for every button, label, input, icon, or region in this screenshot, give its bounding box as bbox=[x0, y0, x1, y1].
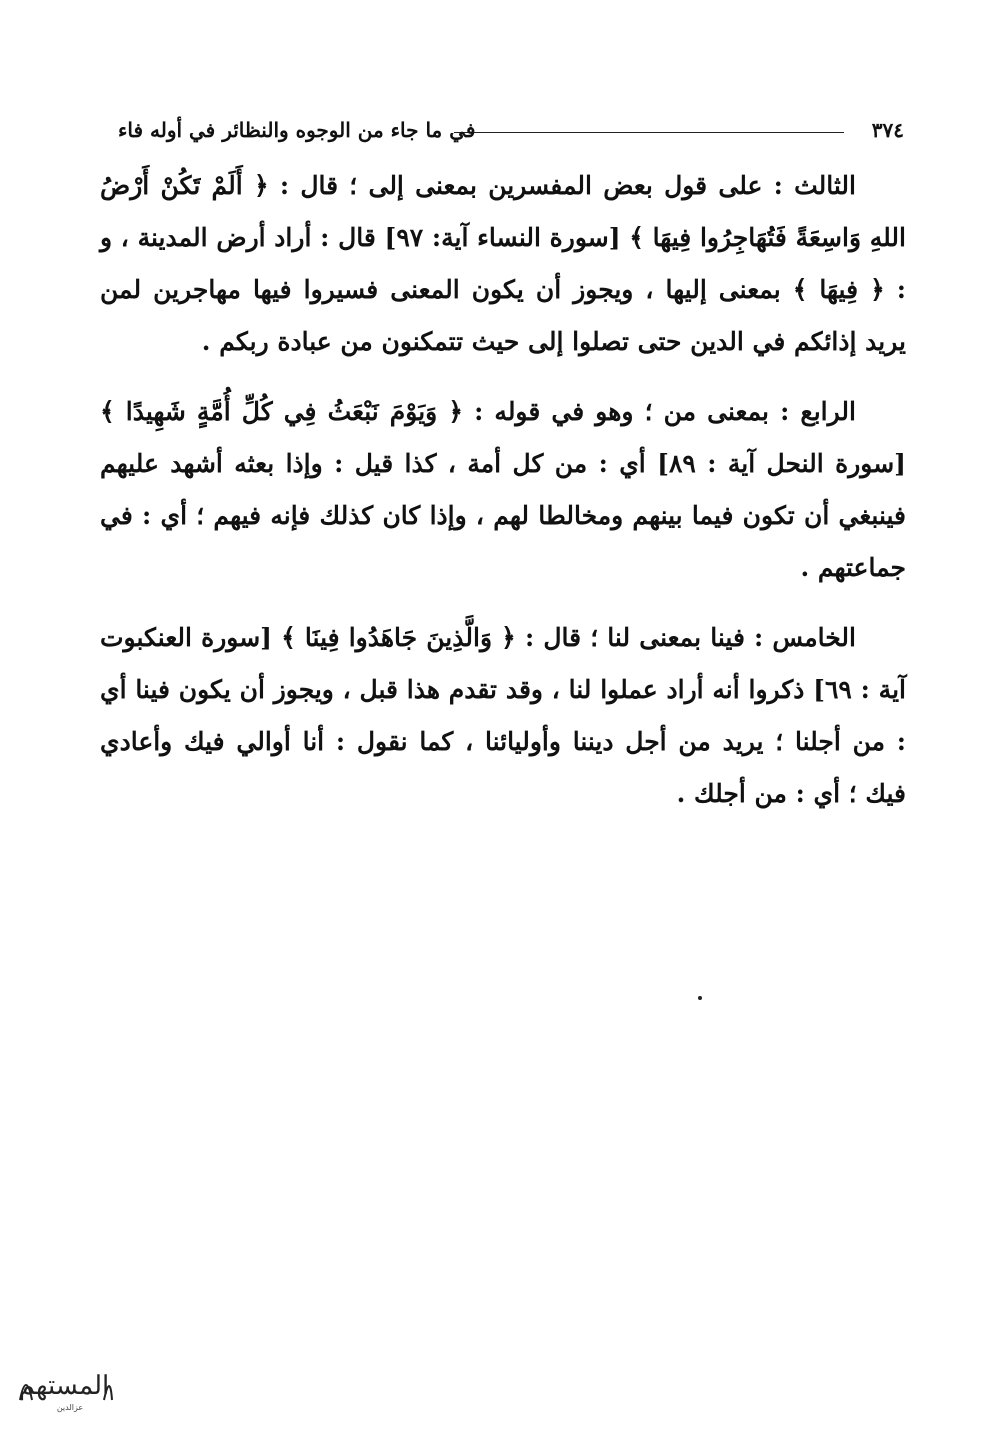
header-rule bbox=[454, 132, 844, 133]
paragraph-text: الرابع : بمعنى من ؛ وهو في قوله : ﴿ وَيَوْمَ نَبْعَثُ فِي كُلِّ أُمَّةٍ شَهِيدًا ﴾ [سورة النحل آية : ٨٩] أي : من كل أمة ، كذا قيل : وإذا بعثه أشهد عليهم فينبغي أن تكون فيما بينهم ومخالطا لهم ، وإذا كان كذلك فإنه فيهم ؛ أي : في جماعتهم . bbox=[100, 397, 907, 582]
page-number: ٣٧٤ bbox=[871, 118, 904, 142]
paragraph-fourth bbox=[100, 386, 906, 594]
body-text bbox=[100, 160, 906, 838]
running-title: في ما جاء من الوجوه والنظائر في أوله فاء bbox=[118, 118, 476, 142]
watermark-logo bbox=[12, 1360, 117, 1420]
paragraph-third bbox=[100, 160, 906, 368]
stray-dot bbox=[698, 996, 702, 1000]
paragraph-fifth bbox=[100, 612, 906, 820]
page-header bbox=[118, 118, 904, 148]
paragraph-text: الثالث : على قول بعض المفسرين بمعنى إلى ؛ قال : ﴿ أَلَمْ تَكُنْ أَرْضُ اللهِ وَاسِعَةً فَتُهَاجِرُوا فِيهَا ﴾ [سورة النساء آية: ٩٧] قال : أراد أرض المدينة ، و : ﴿ فِيهَا ﴾ بمعنى إليها ، ويجوز أن يكون المعنى فسيروا فيها مهاجرين لمن يريد إذائكم في الدين حتى تصلوا إلى حيث تتمكنون من عبادة ربكم . bbox=[100, 171, 906, 356]
watermark-subtext: عزالدين bbox=[56, 1403, 84, 1412]
watermark-text: المستهم bbox=[18, 1371, 110, 1401]
paragraph-text: الخامس : فينا بمعنى لنا ؛ قال : ﴿ وَالَّذِينَ جَاهَدُوا فِينَا ﴾ [سورة العنكبوت آية : ٦٩] ذكروا أنه أراد عملوا لنا ، وقد تقدم هذا قبل ، ويجوز أن يكون فينا أي : من أجلنا ؛ يريد من أجل ديننا وأوليائنا ، كما نقول : أنا أوالي فيك وأعادي فيك ؛ أي : من أجلك . bbox=[100, 623, 906, 808]
